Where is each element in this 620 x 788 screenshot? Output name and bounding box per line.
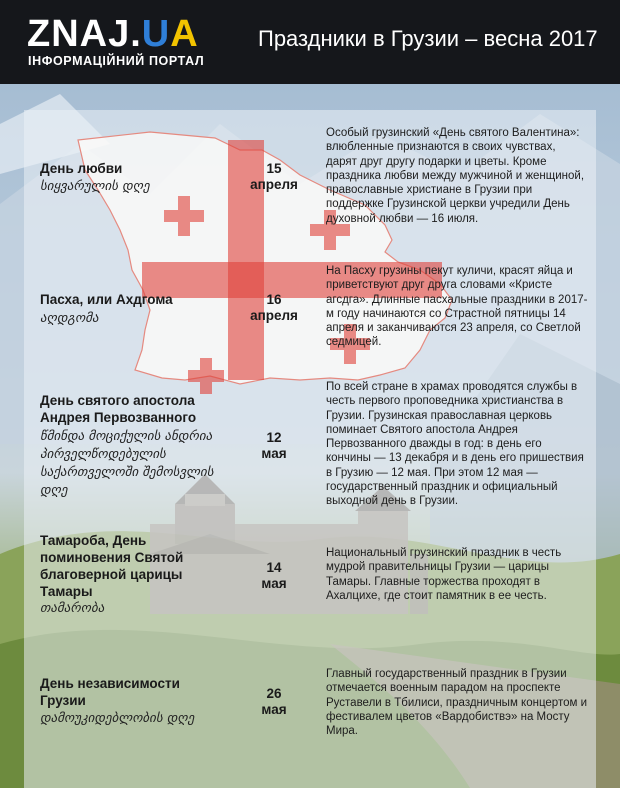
- date-month: мая: [261, 702, 287, 717]
- logo-text: ZNAJ: [27, 13, 131, 55]
- holiday-description: Национальный грузинский праздник в честь мудрой правительницы Грузии — царицы Тамары. Главные торжества проходят в Ахалцихе, где стоит памятник в ее честь.: [326, 547, 562, 602]
- holiday-name: Пасха, или Ахдгома: [40, 292, 173, 307]
- holiday-name: День святого апостола Андрея Первозванного: [40, 393, 197, 425]
- logo-dot: .: [130, 13, 142, 55]
- holiday-date: [240, 292, 308, 324]
- page-title: Праздники в Грузии – весна 2017: [258, 26, 598, 51]
- holiday-date: [240, 686, 308, 718]
- holiday-name-georgian: წმინდა მოციქულის ანდრია პირველწოდებულის საქართველოში შემოსვლის დღე: [40, 429, 214, 498]
- holiday-date: [240, 161, 308, 193]
- holiday-name: День независимости Грузии: [40, 676, 180, 708]
- date-month: мая: [261, 446, 287, 461]
- date-day: 16: [266, 292, 282, 307]
- holiday-description: По всей стране в храмах проводятся службы в честь первого проповедника христианства в Грузии. Грузинская православная церковь поминает Святого апостола Андрея Первозванного дважды в год: в день его кончины — 13 декабря и в день его пришествия в Грузию — 12 мая. При этом 12 мая — государственный праздник и официальный выходной день в Грузии.: [326, 381, 584, 508]
- logo-subtitle: ІНФОРМАЦІЙНИЙ ПОРТАЛ: [28, 54, 205, 68]
- holiday-name-georgian: სიყვარულის დღე: [40, 179, 150, 194]
- holiday-description: Главный государственный праздник в Грузии отмечается военным парадом на проспекте Руставели в Тбилиси, праздничным концертом и фестивалем цветов «Вардобиствэ» на Мосту Мира.: [326, 668, 588, 738]
- date-day: 15: [266, 161, 282, 176]
- holiday-name-georgian: აღდგომა: [40, 311, 99, 326]
- date-day: 26: [266, 686, 282, 701]
- logo-u: U: [141, 13, 171, 55]
- date-month: апреля: [250, 308, 298, 323]
- holiday-date: [240, 430, 308, 462]
- holiday-name: День любви: [40, 161, 123, 176]
- holiday-date: [240, 560, 308, 592]
- holiday-name-georgian: თამარობა: [40, 601, 105, 616]
- date-day: 14: [266, 560, 282, 575]
- holiday-name: Тамароба, День поминовения Святой благоверной царицы Тамары: [40, 533, 184, 599]
- date-day: 12: [266, 430, 282, 445]
- date-month: мая: [261, 576, 287, 591]
- date-month: апреля: [250, 177, 298, 192]
- holiday-description: Особый грузинский «День святого Валентина»: влюбленные признаются в своих чувствах, дарят друг другу подарки и цветы. Кроме праздника любви между мужчиной и женщиной, православные христиане в Грузии при поддержке Грузинской церкви учредили День духовной любви — 16 июля.: [326, 127, 585, 225]
- holiday-description: На Пасху грузины пекут куличи, красят яйца и приветствуют друг друга словами «Кристе агсдга». Длинные пасхальные праздники в 2017-м году начинаются со Страстной пятницы 14 апреля и заканчиваются 23 апреля, со Светлой седмицей.: [326, 265, 588, 349]
- holiday-name-georgian: დამოუკიდებლობის დღე: [40, 711, 195, 726]
- logo-a: A: [170, 13, 199, 55]
